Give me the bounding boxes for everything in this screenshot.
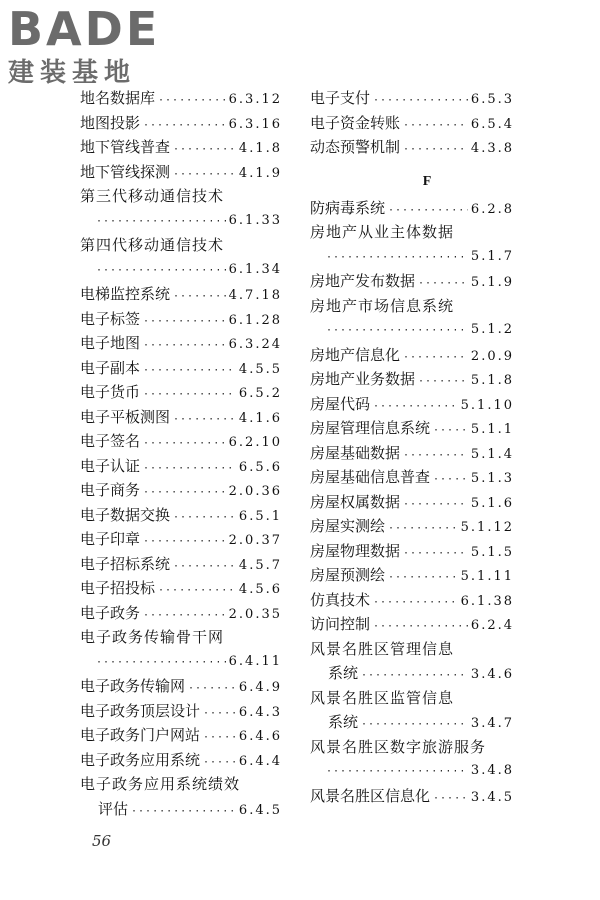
index-entry bbox=[80, 331, 282, 356]
bade-logo bbox=[8, 2, 178, 88]
dot-leader bbox=[326, 319, 468, 344]
dot-leader bbox=[326, 246, 468, 271]
index-term: 电子副本 bbox=[80, 358, 141, 377]
dot-leader bbox=[173, 138, 236, 163]
index-entry bbox=[310, 196, 514, 221]
index-term: 风景名胜区信息化 bbox=[310, 786, 431, 805]
dot-leader bbox=[203, 726, 236, 751]
index-term: 电子认证 bbox=[80, 456, 141, 475]
index-entry bbox=[310, 318, 514, 343]
index-entry bbox=[80, 552, 282, 577]
index-reference: 4.3.8 bbox=[470, 141, 514, 156]
index-reference: 6.4.4 bbox=[238, 753, 282, 769]
dot-leader bbox=[173, 555, 236, 580]
index-reference: 2.0.35 bbox=[228, 606, 282, 622]
index-term: 电子政务应用系统 bbox=[80, 750, 201, 769]
index-entry bbox=[310, 588, 514, 613]
index-entry bbox=[310, 465, 514, 490]
dot-leader bbox=[96, 259, 226, 284]
index-term: 房屋物理数据 bbox=[310, 541, 401, 560]
dot-leader bbox=[143, 432, 226, 457]
index-reference: 5.1.1 bbox=[470, 422, 514, 437]
index-entry bbox=[80, 772, 282, 797]
index-term: 访问控制 bbox=[310, 615, 371, 633]
index-reference: 4.5.7 bbox=[238, 557, 282, 573]
index-entry bbox=[80, 797, 282, 822]
index-reference: 5.1.7 bbox=[470, 248, 514, 264]
index-term: 电子政务应用系统绩效 bbox=[80, 775, 241, 793]
index-term: 房地产从业主体数据 bbox=[310, 223, 455, 241]
index-reference: 6.2.8 bbox=[470, 201, 514, 217]
index-entry bbox=[310, 441, 514, 466]
index-entry bbox=[80, 527, 282, 552]
index-reference: 5.1.9 bbox=[470, 275, 514, 290]
index-term: 房屋预测绘 bbox=[310, 566, 386, 584]
index-term: 房地产市场信息系统 bbox=[310, 296, 455, 315]
index-entry bbox=[80, 601, 282, 626]
index-reference: 6.5.4 bbox=[470, 116, 514, 132]
index-term: 房地产发布数据 bbox=[310, 272, 416, 290]
index-term: 电子政务传输骨干网 bbox=[80, 628, 225, 646]
index-entry bbox=[310, 220, 514, 245]
index-term: 房地产业务数据 bbox=[310, 370, 416, 388]
index-term: 电子商务 bbox=[80, 481, 141, 499]
index-entry bbox=[80, 405, 282, 430]
index-entry bbox=[310, 245, 514, 270]
index-entry bbox=[80, 380, 282, 405]
dot-leader bbox=[433, 468, 468, 493]
index-reference: 6.4.11 bbox=[228, 653, 282, 669]
index-term: 房地产信息化 bbox=[310, 345, 401, 364]
index-reference: 4.1.8 bbox=[238, 141, 282, 156]
index-reference: 6.5.6 bbox=[238, 459, 282, 475]
index-reference: 5.1.2 bbox=[470, 322, 514, 337]
index-column-left bbox=[80, 86, 282, 821]
index-entry bbox=[80, 650, 282, 675]
index-term: 评估 bbox=[98, 799, 129, 818]
index-entry bbox=[80, 356, 282, 381]
dot-leader bbox=[326, 760, 468, 785]
index-reference: 5.1.8 bbox=[470, 373, 514, 388]
index-term: 电子政务顶层设计 bbox=[80, 701, 201, 720]
index-entry bbox=[310, 269, 514, 294]
index-reference: 6.5.1 bbox=[238, 508, 282, 524]
index-term: 房屋实测绘 bbox=[310, 517, 386, 535]
index-entry bbox=[80, 478, 282, 503]
index-entry bbox=[310, 735, 514, 760]
index-term: 风景名胜区管理信息 bbox=[310, 639, 455, 658]
index-entry bbox=[80, 748, 282, 773]
index-term: 房屋权属数据 bbox=[310, 492, 401, 511]
index-reference: 5.1.12 bbox=[460, 520, 514, 535]
index-reference: 6.1.28 bbox=[228, 312, 282, 328]
index-entry bbox=[80, 576, 282, 601]
dot-leader bbox=[403, 493, 468, 518]
logo-wordmark: BADE bbox=[8, 2, 161, 56]
index-entry bbox=[310, 686, 514, 711]
index-reference: 6.2.10 bbox=[228, 435, 282, 450]
index-entry bbox=[80, 258, 282, 283]
dot-leader bbox=[173, 285, 226, 310]
index-entry bbox=[310, 612, 514, 637]
index-entry bbox=[310, 490, 514, 515]
dot-leader bbox=[418, 370, 468, 395]
index-term: 风景名胜区监管信息 bbox=[310, 688, 455, 707]
dot-leader bbox=[143, 310, 226, 335]
index-reference: 4.5.5 bbox=[238, 361, 282, 377]
index-reference: 5.1.5 bbox=[470, 544, 514, 560]
index-reference: 4.7.18 bbox=[228, 288, 282, 303]
index-entry bbox=[310, 294, 514, 319]
index-entry bbox=[310, 367, 514, 392]
index-entry bbox=[80, 184, 282, 209]
index-term: 动态预警机制 bbox=[310, 138, 401, 156]
index-term: 电子印章 bbox=[80, 530, 141, 548]
index-reference: 6.1.33 bbox=[228, 212, 282, 228]
index-reference: 6.4.9 bbox=[238, 680, 282, 695]
index-entry bbox=[80, 723, 282, 748]
index-entry bbox=[310, 539, 514, 564]
dot-leader bbox=[403, 542, 468, 567]
dot-leader bbox=[96, 210, 226, 235]
index-entry bbox=[310, 343, 514, 368]
index-term: 电子招标系统 bbox=[80, 554, 171, 573]
index-term: 电子招投标 bbox=[80, 579, 156, 597]
dot-leader bbox=[143, 334, 226, 359]
index-column-right bbox=[310, 86, 514, 808]
index-term: 电子签名 bbox=[80, 432, 141, 450]
dot-leader bbox=[403, 114, 468, 139]
index-reference: 4.5.6 bbox=[238, 582, 282, 597]
index-term: 地名数据库 bbox=[80, 89, 156, 107]
index-term: 房屋管理信息系统 bbox=[310, 419, 431, 437]
dot-leader bbox=[203, 702, 236, 727]
index-term: 电子货币 bbox=[80, 383, 141, 401]
index-term: 电子政务传输网 bbox=[80, 677, 186, 695]
index-term: 电子平板测图 bbox=[80, 407, 171, 426]
index-term: 电梯监控系统 bbox=[80, 285, 171, 303]
dot-leader bbox=[96, 651, 226, 676]
index-reference: 2.0.36 bbox=[228, 484, 282, 499]
index-entry bbox=[310, 637, 514, 662]
index-term: 系统 bbox=[328, 713, 359, 731]
index-term: 地图投影 bbox=[80, 113, 141, 132]
index-term: 房屋基础数据 bbox=[310, 443, 401, 462]
index-term: 电子标签 bbox=[80, 309, 141, 328]
index-entry bbox=[80, 111, 282, 136]
index-entry bbox=[310, 135, 514, 160]
index-section-heading: F bbox=[422, 173, 432, 189]
index-term: 防病毒系统 bbox=[310, 198, 386, 217]
dot-leader bbox=[373, 591, 458, 616]
page-number: 56 bbox=[92, 832, 112, 850]
index-entry bbox=[80, 625, 282, 650]
index-term: 电子数据交换 bbox=[80, 505, 171, 524]
index-term: 地下管线普查 bbox=[80, 138, 171, 156]
index-reference: 6.3.24 bbox=[228, 337, 282, 352]
index-entry bbox=[310, 563, 514, 588]
index-term: 仿真技术 bbox=[310, 590, 371, 609]
index-reference: 6.4.5 bbox=[238, 802, 282, 818]
logo-subtitle: 建装基地 bbox=[8, 58, 137, 88]
index-entry bbox=[80, 454, 282, 479]
index-reference: 6.3.12 bbox=[228, 92, 282, 107]
index-entry bbox=[310, 416, 514, 441]
index-term: 电子政务门户网站 bbox=[80, 726, 201, 744]
index-term: 电子政务 bbox=[80, 603, 141, 622]
index-reference: 6.2.4 bbox=[470, 618, 514, 633]
index-term: 房屋代码 bbox=[310, 394, 371, 413]
dot-leader bbox=[131, 800, 236, 825]
index-entry bbox=[310, 514, 514, 539]
index-entry bbox=[80, 86, 282, 111]
dot-leader bbox=[388, 566, 458, 591]
dot-leader bbox=[403, 138, 468, 163]
index-entry bbox=[80, 282, 282, 307]
index-term: 系统 bbox=[328, 664, 359, 682]
index-term: 第四代移动通信技术 bbox=[80, 236, 225, 254]
index-entry bbox=[80, 429, 282, 454]
index-entry bbox=[80, 209, 282, 234]
index-reference: 6.1.38 bbox=[460, 593, 514, 609]
index-term: 地下管线探测 bbox=[80, 162, 171, 181]
index-reference: 6.1.34 bbox=[228, 261, 282, 277]
index-entry bbox=[310, 759, 514, 784]
index-entry bbox=[80, 135, 282, 160]
index-entry bbox=[80, 503, 282, 528]
index-entry bbox=[80, 160, 282, 185]
index-reference: 6.4.3 bbox=[238, 704, 282, 720]
index-reference: 5.1.4 bbox=[470, 446, 514, 462]
index-reference: 5.1.11 bbox=[460, 569, 514, 584]
index-entry bbox=[310, 86, 514, 111]
index-reference: 3.4.8 bbox=[470, 763, 514, 778]
dot-leader bbox=[173, 408, 236, 433]
index-term: 电子资金转账 bbox=[310, 113, 401, 132]
dot-leader bbox=[158, 89, 226, 114]
index-entry bbox=[80, 233, 282, 258]
index-reference: 6.3.16 bbox=[228, 116, 282, 132]
index-term: 电子地图 bbox=[80, 334, 141, 352]
dot-leader bbox=[143, 359, 236, 384]
index-entry bbox=[80, 699, 282, 724]
index-term: 风景名胜区数字旅游服务 bbox=[310, 737, 487, 756]
index-entry bbox=[310, 111, 514, 136]
index-reference: 3.4.5 bbox=[470, 789, 514, 805]
index-reference: 2.0.9 bbox=[470, 348, 514, 364]
index-entry bbox=[80, 674, 282, 699]
index-reference: 5.1.3 bbox=[470, 471, 514, 486]
index-entry bbox=[310, 661, 514, 686]
dot-leader bbox=[158, 579, 236, 604]
index-reference: 4.1.9 bbox=[238, 165, 282, 181]
dot-leader bbox=[433, 787, 468, 812]
index-reference: 5.1.6 bbox=[470, 495, 514, 511]
index-reference: 6.5.3 bbox=[470, 92, 514, 107]
dot-leader bbox=[433, 419, 468, 444]
index-reference: 5.1.10 bbox=[460, 397, 514, 413]
index-reference: 6.5.2 bbox=[238, 386, 282, 401]
index-reference: 3.4.7 bbox=[470, 716, 514, 731]
index-entry bbox=[310, 710, 514, 735]
index-reference: 2.0.37 bbox=[228, 533, 282, 548]
index-reference: 4.1.6 bbox=[238, 410, 282, 426]
dot-leader bbox=[143, 457, 236, 482]
index-term: 房屋基础信息普查 bbox=[310, 468, 431, 486]
index-reference: 3.4.6 bbox=[470, 667, 514, 682]
index-entry bbox=[310, 392, 514, 417]
index-reference: 6.4.6 bbox=[238, 729, 282, 744]
index-entry bbox=[310, 784, 514, 809]
index-entry bbox=[80, 307, 282, 332]
index-term: 第三代移动通信技术 bbox=[80, 187, 225, 205]
dot-leader bbox=[173, 506, 236, 531]
index-term: 电子支付 bbox=[310, 89, 371, 107]
